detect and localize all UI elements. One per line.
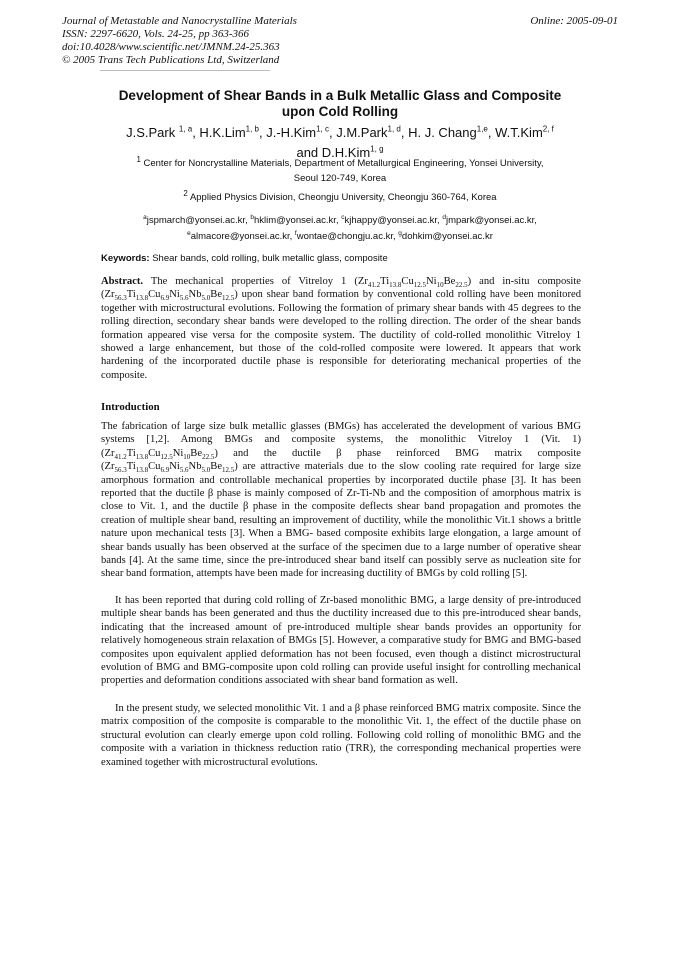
- author: J.-H.Kim$^{1, c}$,: [266, 125, 337, 141]
- affiliation-2: $^2$ Applied Physics Division, Cheongju University, Cheongju 360-764, Korea: [183, 189, 497, 204]
- email[interactable]: $^d$jmpark@yonsei.ac.kr,: [442, 214, 537, 227]
- copyright-line: © 2005 Trans Tech Publications Ltd, Switzerland: [62, 54, 280, 66]
- email[interactable]: $^a$jspmarch@yonsei.ac.kr,: [143, 214, 251, 227]
- author: and D.H.Kim$^{1, g}$: [296, 144, 384, 160]
- journal-name: Journal of Metastable and Nanocrystalline Materials: [62, 15, 297, 27]
- email-list: [60, 211, 620, 243]
- email[interactable]: $^f$wontae@chongju.ac.kr,: [294, 230, 399, 243]
- abstract: [101, 275, 581, 382]
- author: H.K.Lim$^{1, b}$,: [199, 125, 267, 141]
- paper-title: [60, 88, 620, 120]
- keywords-label: Keywords:: [101, 253, 150, 264]
- title-line-1: Development of Shear Bands in a Bulk Metallic Glass and Composite: [118, 88, 562, 103]
- keywords: [101, 253, 581, 264]
- running-header: [62, 15, 618, 67]
- email[interactable]: $^e$almacore@yonsei.ac.kr,: [187, 230, 295, 243]
- intro-paragraph-2: It has been reported that during cold rolling of Zr-based monolithic BMG, a large density of pre-introduced multiple shear bands has been generated and thus the ductility increased due to this pre-introduced shear bands, indicating that the increased amount of pre-introduced multiple shear bands provides an opportunity for relatively homogeneous strain relaxation of BMGs [5]. However, a comparative study for BMG and BMG-based composites upon equivalent applied deformation has not been focused, even though a distinct microstructural evolution of BMG and BMG-composite upon cold rolling can provide useful insight for controlling mechanical properties and deformation conditions associated with shear band formation as well.: [101, 595, 581, 687]
- title-line-2: upon Cold Rolling: [281, 104, 399, 119]
- affiliation-1: $^1$ Center for Noncrystalline Materials, Department of Metallurgical Engineering, Yonsei University, Seoul 120-749, Korea: [136, 155, 544, 185]
- email[interactable]: $^b$hklim@yonsei.ac.kr,: [250, 214, 342, 227]
- section-heading-introduction: Introduction: [101, 401, 160, 413]
- intro-paragraph-1: The fabrication of large size bulk metallic glasses (BMGs) has accelerated the development of various BMG systems [1,2]. Among BMGs and composite systems, the monolithic Vitreloy 1 (Vit. 1) $(Zr_{41.2}Ti_{13.8}Cu_{12.5}Ni_{10}Be_{22.5})$ and the ductile β phase reinforced BMG matrix composite $(Zr_{56.3}Ti_{13.8}Cu_{6.9}Ni_{5.6}Nb_{5.0}Be_{12.5})$ are attractive materials due to the slow cooling rate required for large size amorphous formation and controllable mechanical properties by incorporated ductile phase [3]. It has been reported that the ductile β phase is mainly composed of Zr-Ti-Nb and the composition of amorphous matrix is close to Vit. 1, and the ductile β phase in the composite deflects shear band propagation and promotes the creation of multiple shear band, resulting an improvement of ductility, while the monolithic Vit.1 shows a brittle nature upon mechanical tests [3]. When a BMG- based composite exhibits large elongation, a large amount of shear bands usually has been observed at the surface of the specimen due to a large number of operative shear bands [4]. At the same time, since the pre-introduced shear band itself can possibly serve as nucleation site for shear band formation, attempts have been made for increasing ductility of BMGs by cold rolling [5].: [101, 421, 581, 580]
- author: W.T.Kim$^{2, f}$: [495, 125, 554, 141]
- intro-paragraph-3: In the present study, we selected monolithic Vit. 1 and a β phase reinforced BMG matrix composite. Since the matrix composition of the composite is comparable to the monolithic Vit. 1, the effect of the ductile phase on structural evolution can clearly emerge upon cold rolling. Following cold rolling of monolithic BMG and the composite with a variation in thickness reduction ratio (TRR), the corresponding mechanical properties were examined together with microstructural evolutions.: [101, 703, 581, 768]
- header-rule: [100, 70, 270, 71]
- author: J.M.Park$^{1, d}$,: [336, 125, 409, 141]
- abstract-text: The mechanical properties of Vitreloy 1 $(Zr_{41.2}Ti_{13.8}Cu_{12.5}Ni_{10}Be_{22.5})$ and in-situ composite $(Zr_{56.3}Ti_{13.8}Cu_{6.9}Ni_{5.6}Nb_{5.0}Be_{12.5})$ upon shear band formation by conventional cold rolling have been monitored together with microstructural evolutions. Following the formation of primary shear bands with 45 degrees to the rolling direction, secondary shear bands were developed to the rolling direction. The order of the shear bands formation appeared vise versa for the composite system. The ductility of cold-rolled monolithic Vitreloy 1 showed a large enhancement, but those of the cold-rolled composite were lowered. It appears that work hardening of the incorporated ductile phase is responsible for deteriorating mechanical properties of the composite.: [101, 276, 581, 381]
- email[interactable]: $^g$dohkim@yonsei.ac.kr: [398, 230, 493, 243]
- keywords-text: Shear bands, cold rolling, bulk metallic glass, composite: [152, 253, 388, 264]
- email[interactable]: $^c$kjhappy@yonsei.ac.kr,: [341, 214, 443, 227]
- online-date: Online: 2005-09-01: [530, 15, 618, 27]
- abstract-label: Abstract.: [101, 276, 144, 287]
- author: J.S.Park $^{1, a}$,: [126, 125, 200, 141]
- author: H. J. Chang$^{1,e}$,: [408, 125, 496, 141]
- issn-line: ISSN: 2297-6620, Vols. 24-25, pp 363-366: [62, 28, 249, 40]
- doi-line: doi:10.4028/www.scientific.net/JMNM.24-25.363: [62, 41, 280, 53]
